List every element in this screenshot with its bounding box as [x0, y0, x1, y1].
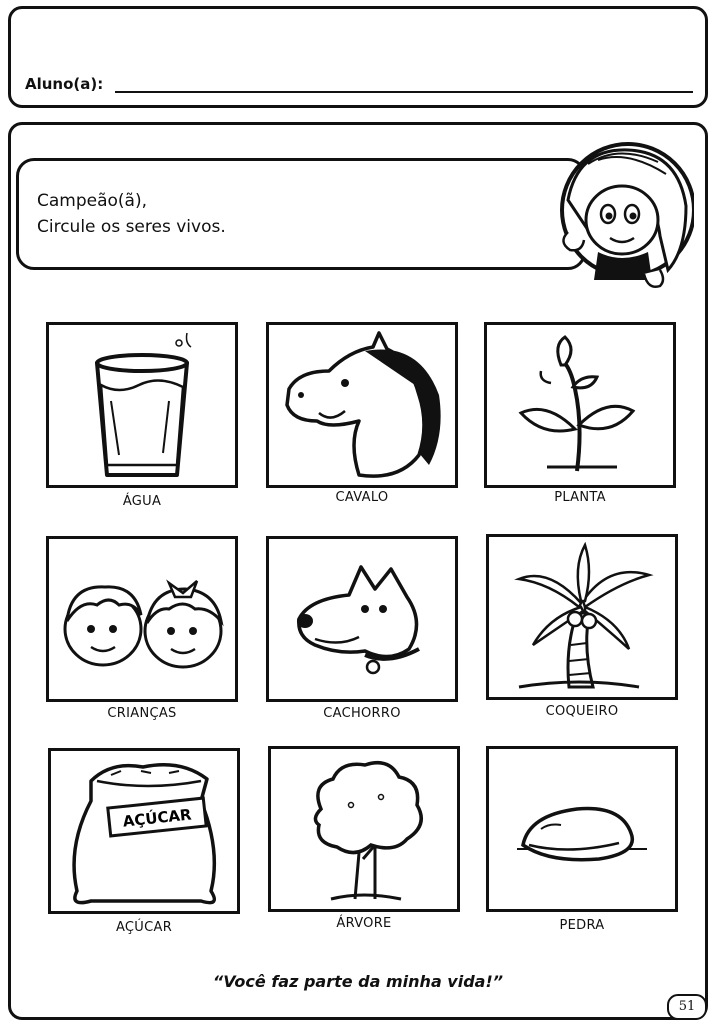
motto-text: “Você faz parte da minha vida!”	[212, 972, 504, 991]
item-label: ÁGUA	[122, 494, 162, 509]
item-card-tree[interactable]	[268, 746, 460, 912]
item-card-children[interactable]	[46, 536, 238, 702]
student-header	[8, 6, 708, 108]
item-label: CACHORRO	[323, 706, 401, 721]
tree-icon	[271, 749, 457, 909]
girl-mascot-icon	[548, 140, 694, 292]
item-label: PEDRA	[559, 918, 605, 933]
student-name-line[interactable]	[115, 91, 693, 93]
dog-icon	[269, 539, 455, 699]
item-card-sugar[interactable]	[48, 748, 240, 914]
item-card-stone[interactable]	[486, 746, 678, 912]
sugar-sack-icon	[51, 751, 237, 911]
stone-icon	[489, 749, 675, 909]
item-label: ÁRVORE	[336, 916, 392, 931]
children-icon	[49, 539, 235, 699]
water-glass-icon	[49, 325, 235, 485]
item-card-dog[interactable]	[266, 536, 458, 702]
plant-icon	[487, 325, 673, 485]
item-label: PLANTA	[554, 490, 606, 505]
horse-icon	[269, 325, 455, 485]
item-card-horse[interactable]	[266, 322, 458, 488]
item-card-water[interactable]	[46, 322, 238, 488]
item-label: CRIANÇAS	[107, 706, 177, 721]
item-card-plant[interactable]	[484, 322, 676, 488]
sack-label: AÇÚCAR	[121, 805, 193, 831]
student-name-label: Aluno(a):	[25, 75, 104, 93]
coconut-tree-icon	[489, 537, 675, 697]
item-label: COQUEIRO	[545, 704, 619, 719]
item-label: AÇÚCAR	[115, 920, 173, 935]
page-number-badge: 51	[667, 994, 707, 1020]
item-card-coconut-tree[interactable]	[486, 534, 678, 700]
instruction-greeting: Campeão(ã),	[37, 191, 148, 211]
instruction-bubble	[16, 158, 586, 270]
item-label: CAVALO	[335, 490, 389, 505]
instruction-text: Circule os seres vivos.	[37, 217, 226, 237]
